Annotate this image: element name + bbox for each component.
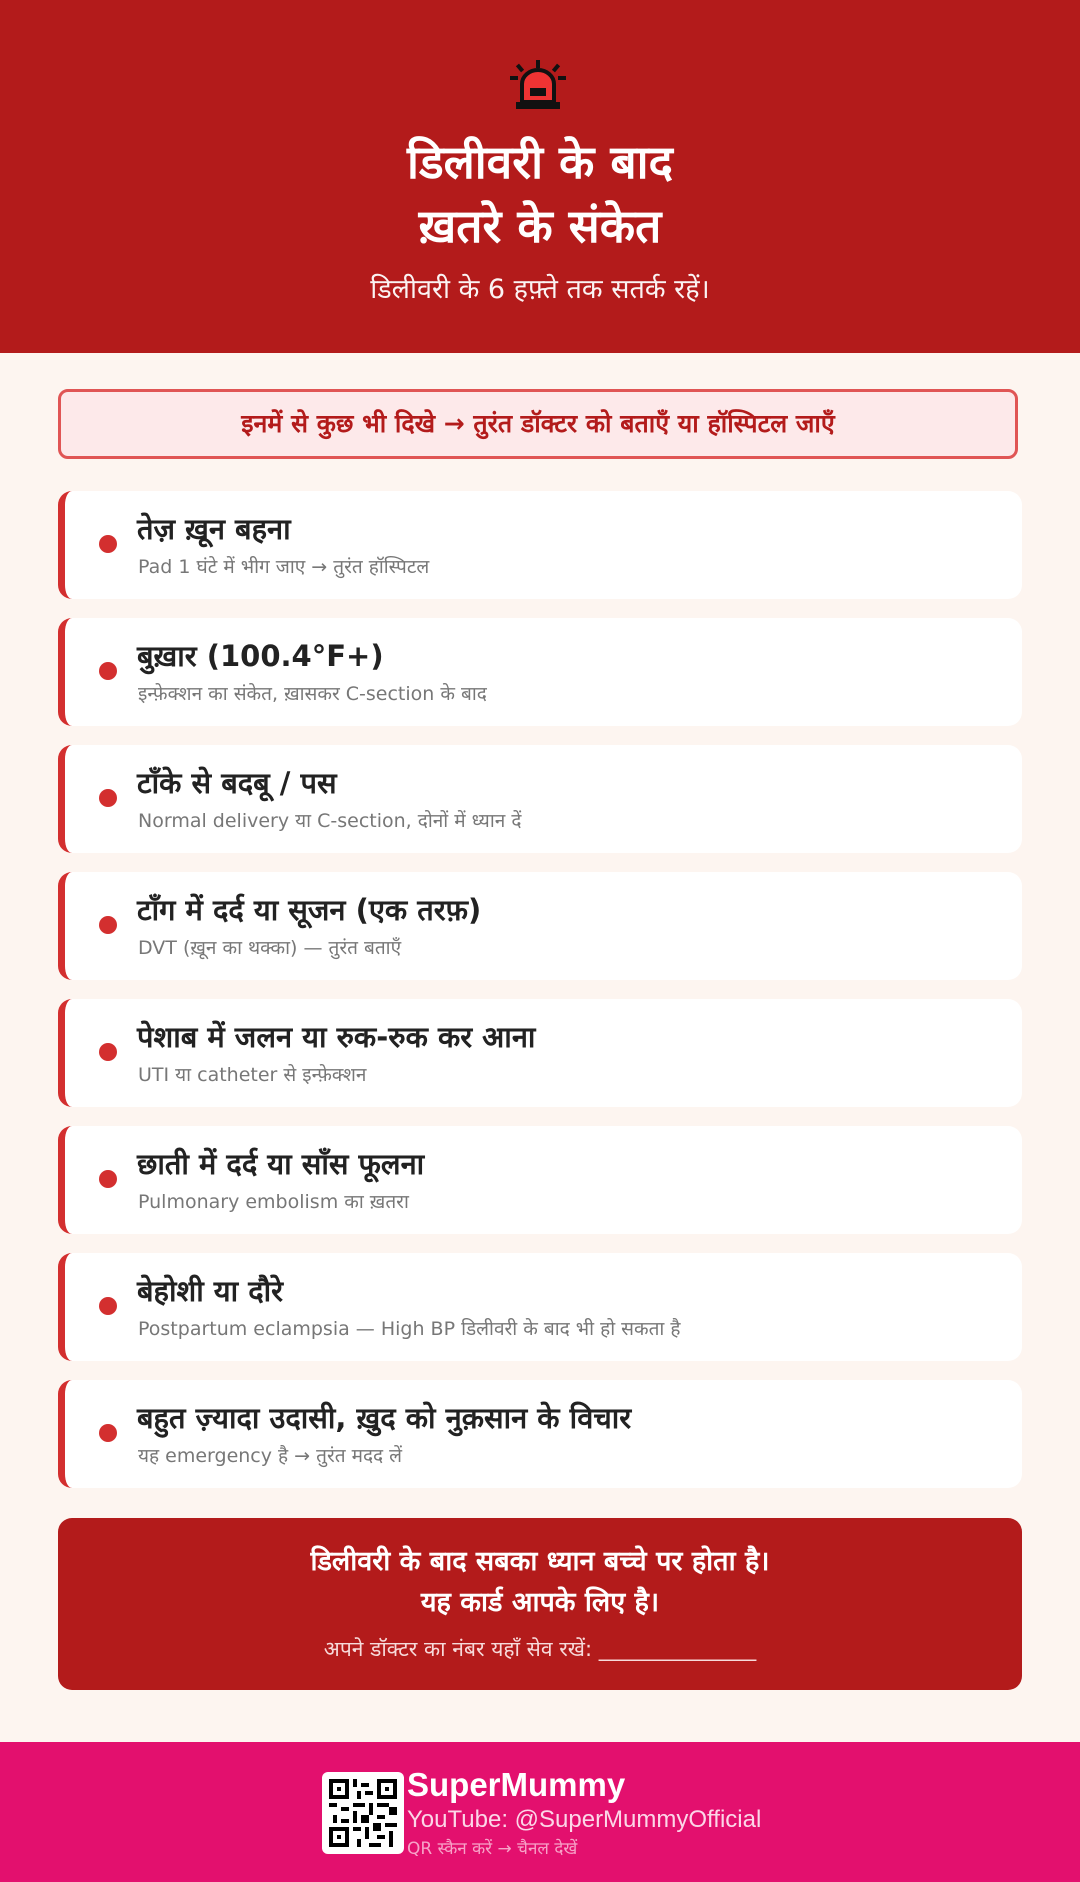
- danger-sign-title: बुख़ार (100.4°F+): [137, 639, 384, 673]
- danger-sign-desc: DVT (ख़ून का थक्का) — तुरंत बताएँ: [138, 937, 402, 959]
- danger-sign-desc: UTI या catheter से इन्फ़ेक्शन: [138, 1064, 367, 1086]
- bullet-dot-icon: [99, 662, 117, 680]
- brand-name: SuperMummy: [407, 1766, 626, 1803]
- footer-brand-bar: [0, 1742, 1080, 1882]
- danger-sign-card: [58, 618, 1022, 726]
- danger-sign-card: [58, 1126, 1022, 1234]
- bullet-dot-icon: [99, 1170, 117, 1188]
- header-banner: [0, 0, 1080, 353]
- bullet-dot-icon: [99, 916, 117, 934]
- qr-scan-hint: QR स्कैन करें → चैनल देखें: [407, 1839, 578, 1859]
- alert-banner: इनमें से कुछ भी दिखे → तुरंत डॉक्टर को बताएँ या हॉस्पिटल जाएँ: [58, 389, 1018, 459]
- doctor-number-prompt: अपने डॉक्टर का नंबर यहाँ सेव रखें: _______________: [323, 1637, 757, 1661]
- danger-sign-card: [58, 1253, 1022, 1361]
- danger-sign-card: [58, 745, 1022, 853]
- danger-sign-desc: Postpartum eclampsia — High BP डिलीवरी के बाद भी हो सकता है: [138, 1318, 681, 1340]
- danger-sign-card: [58, 1380, 1022, 1488]
- danger-sign-card: [58, 872, 1022, 980]
- danger-sign-desc: Normal delivery या C-section, दोनों में ध्यान दें: [138, 810, 522, 832]
- closing-message-line2: यह कार्ड आपके लिए है।: [420, 1587, 660, 1618]
- qr-code-icon[interactable]: [322, 1772, 404, 1854]
- danger-sign-title: छाती में दर्द या साँस फूलना: [137, 1147, 425, 1181]
- danger-sign-card: [58, 999, 1022, 1107]
- page-subtitle: डिलीवरी के 6 हफ़्ते तक सतर्क रहें।: [370, 274, 710, 305]
- danger-sign-desc: इन्फ़ेक्शन का संकेत, ख़ासकर C-section के बाद: [138, 683, 487, 705]
- danger-sign-title: पेशाब में जलन या रुक-रुक कर आना: [137, 1020, 536, 1054]
- danger-sign-title: टाँग में दर्द या सूजन (एक तरफ़): [137, 893, 482, 927]
- page-title: डिलीवरी के बाद ख़तरे के संकेत: [407, 135, 673, 253]
- bullet-dot-icon: [99, 1424, 117, 1442]
- danger-sign-title: टाँके से बदबू / पस: [137, 766, 337, 800]
- danger-sign-desc: Pulmonary embolism का ख़तरा: [138, 1191, 409, 1213]
- danger-sign-title: बेहोशी या दौरे: [137, 1274, 283, 1308]
- danger-sign-title: तेज़ ख़ून बहना: [137, 512, 291, 546]
- bullet-dot-icon: [99, 1297, 117, 1315]
- closing-message-box: [58, 1518, 1022, 1690]
- danger-sign-desc: Pad 1 घंटे में भीग जाए → तुरंत हॉस्पिटल: [138, 556, 430, 578]
- closing-message-line1: डिलीवरी के बाद सबका ध्यान बच्चे पर होता है।: [310, 1546, 770, 1577]
- bullet-dot-icon: [99, 535, 117, 553]
- alarm-siren-icon: [510, 60, 566, 112]
- bullet-dot-icon: [99, 789, 117, 807]
- danger-sign-desc: यह emergency है → तुरंत मदद लें: [138, 1445, 403, 1467]
- youtube-handle-link[interactable]: YouTube: @SuperMummyOfficial: [407, 1806, 762, 1833]
- danger-sign-title: बहुत ज़्यादा उदासी, ख़ुद को नुक़सान के विचार: [137, 1401, 632, 1435]
- danger-sign-card: [58, 491, 1022, 599]
- bullet-dot-icon: [99, 1043, 117, 1061]
